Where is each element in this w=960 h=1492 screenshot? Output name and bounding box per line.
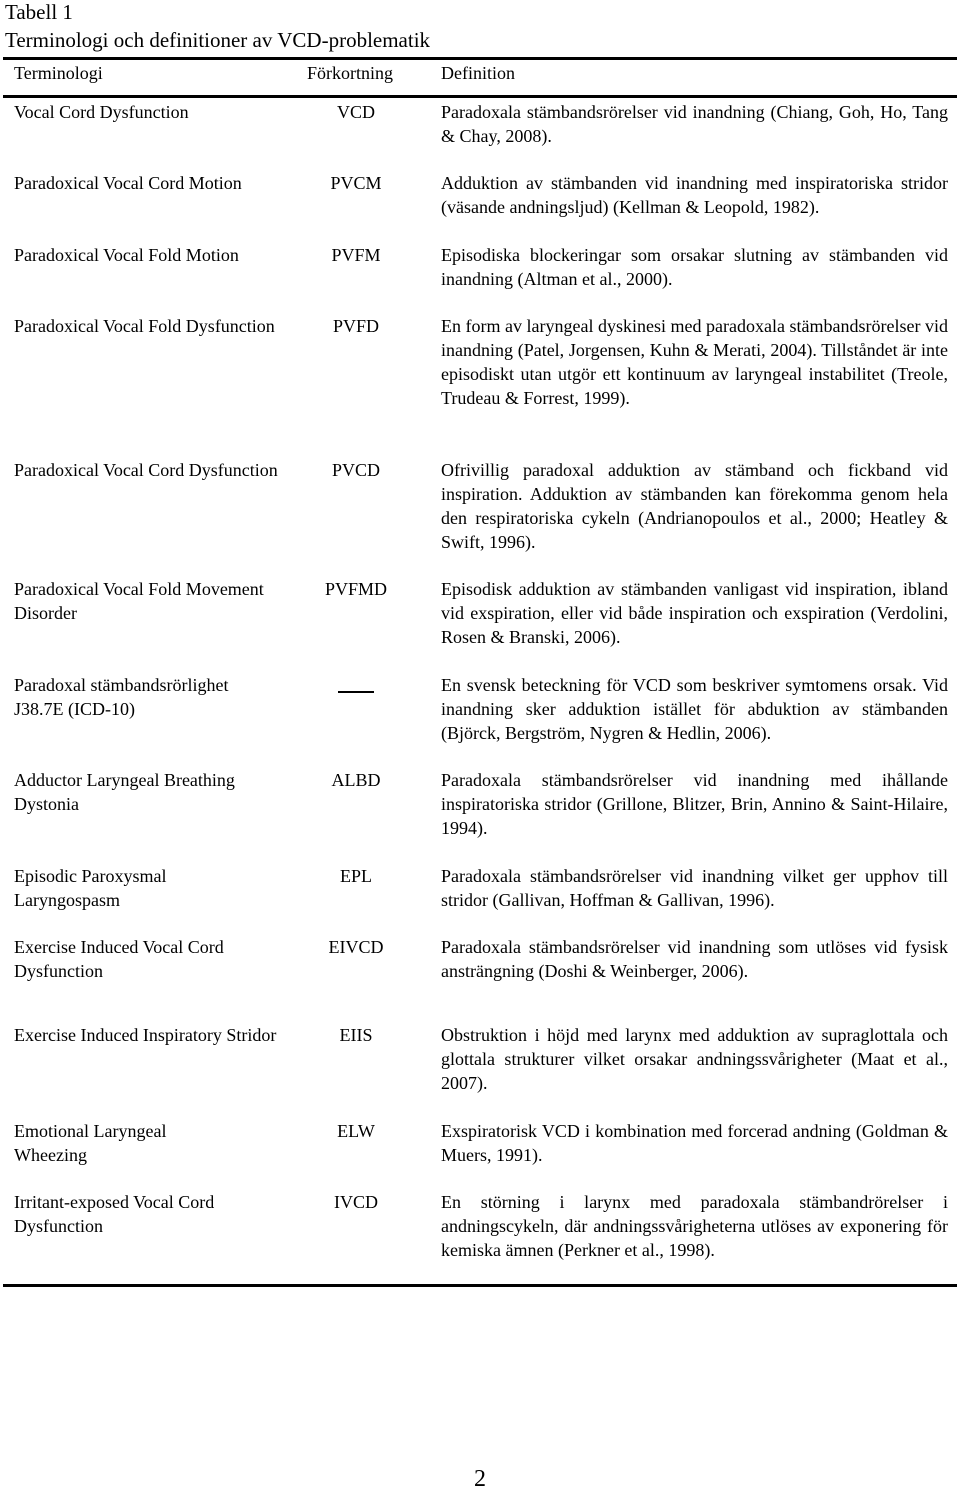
- bottom-rule: [3, 1284, 957, 1287]
- row-definition: Adduktion av stämbanden vid inandning med inspiratoriska stridor (väsande andningsljud) (Kellman & Leopold, 1982).: [441, 173, 948, 217]
- header-abbreviation: Förkortning: [307, 63, 394, 83]
- row-term: Episodic Paroxysmal Laryngospasm: [14, 866, 167, 910]
- row-abbreviation: PVCD: [331, 460, 380, 480]
- row-abbreviation: ELW: [337, 1121, 375, 1141]
- row-definition: En svensk beteckning för VCD som beskriver symtomens orsak. Vid inandning sker adduktion istället för abduktion av stämbanden (Björck, Bergström, Nygren & Hedlin, 2006).: [441, 675, 948, 743]
- row-definition: Paradoxala stämbandsrörelser vid inandning (Chiang, Goh, Ho, Tang & Chay, 2008).: [441, 102, 948, 146]
- table-title: Terminologi och definitioner av VCD-problematik: [5, 28, 431, 52]
- row-definition: Paradoxala stämbandsrörelser vid inandning med ihållande inspiratoriska stridor (Grillone, Blitzer, Brin, Annino & Saint-Hilaire, 1994).: [441, 770, 948, 838]
- header-terminology: Terminologi: [14, 63, 103, 83]
- row-definition: Paradoxala stämbandsrörelser vid inandning som utlöses vid fysisk ansträngning (Doshi & Weinberger, 2006).: [441, 937, 948, 981]
- row-abbreviation-blank: [296, 673, 416, 699]
- row-abbreviation: PVFD: [332, 316, 380, 336]
- row-term: Paradoxical Vocal Fold Movement Disorder: [14, 579, 264, 623]
- row-definition: Obstruktion i höjd med larynx med adduktion av supraglottala och glottala strukturer vilket orsakar andningssvårigheter (Maat et al., 2007).: [441, 1025, 948, 1093]
- row-abbreviation: ALBD: [331, 770, 381, 790]
- row-term: Adductor Laryngeal Breathing Dystonia: [14, 770, 235, 814]
- row-definition: Paradoxala stämbandsrörelser vid inandning vilket ger upphov till stridor (Gallivan, Hoffman & Gallivan, 1996).: [441, 866, 948, 910]
- row-abbreviation: IVCD: [334, 1192, 378, 1212]
- row-definition: En form av laryngeal dyskinesi med paradoxala stämbandsrörelser vid inandning (Patel, Jorgensen, Kuhn & Merati, 2004). Tillståndet är inte episodiskt utan utgör ett kontinuum av laryngeal instabilitet (Treole, Trudeau & Forrest, 1999).: [441, 316, 948, 408]
- row-term: Paradoxal stämbandsrörlighet J38.7E (ICD-10): [14, 675, 229, 719]
- row-definition: Episodiska blockeringar som orsakar slutning av stämbanden vid inandning (Altman et al., 2000).: [441, 245, 948, 289]
- row-term: Vocal Cord Dysfunction: [14, 102, 189, 122]
- page-number: 2: [474, 1466, 486, 1492]
- row-abbreviation: EIIS: [339, 1025, 373, 1045]
- top-rule: [3, 57, 957, 60]
- row-definition: Ofrivillig paradoxal adduktion av stämband och fickband vid inspiration. Adduktion av stämbanden kan förekomma genom hela den respiratoriska cykeln (Andrianopoulos et al., 2000; Heatley & Swift, 1996).: [441, 460, 948, 552]
- row-definition: En störning i larynx med paradoxala stämbandrörelser i andningscykeln, där andningssvårigheterna utlöses av exponering för kemiska ämnen (Perkner et al., 1998).: [441, 1192, 948, 1260]
- row-term: Paradoxical Vocal Cord Motion: [14, 173, 242, 193]
- row-term: Irritant-exposed Vocal Cord Dysfunction: [14, 1192, 215, 1236]
- row-term: Emotional Laryngeal Wheezing: [14, 1121, 167, 1165]
- row-term: Paradoxical Vocal Fold Motion: [14, 245, 239, 265]
- row-term: Exercise Induced Inspiratory Stridor: [14, 1025, 277, 1045]
- row-term: Paradoxical Vocal Fold Dysfunction: [14, 316, 275, 336]
- row-term: Exercise Induced Vocal Cord Dysfunction: [14, 937, 224, 981]
- row-definition: Exspiratorisk VCD i kombination med forcerad andning (Goldman & Muers, 1991).: [441, 1121, 948, 1165]
- row-abbreviation: EIVCD: [328, 937, 384, 957]
- header-rule: [3, 95, 957, 98]
- blank-line: [338, 673, 374, 693]
- row-term: Paradoxical Vocal Cord Dysfunction: [14, 460, 278, 480]
- row-abbreviation: VCD: [336, 102, 375, 122]
- table-label: Tabell 1: [5, 0, 73, 24]
- row-abbreviation: PVFMD: [324, 579, 388, 599]
- row-abbreviation: PVCM: [330, 173, 382, 193]
- row-abbreviation: PVFM: [331, 245, 381, 265]
- row-abbreviation: EPL: [339, 866, 372, 886]
- row-definition: Episodisk adduktion av stämbanden vanligast vid inspiration, ibland vid exspiration, eller vid både inspiration och exspiration (Verdolini, Rosen & Branski, 2006).: [441, 579, 948, 647]
- header-definition: Definition: [441, 63, 515, 83]
